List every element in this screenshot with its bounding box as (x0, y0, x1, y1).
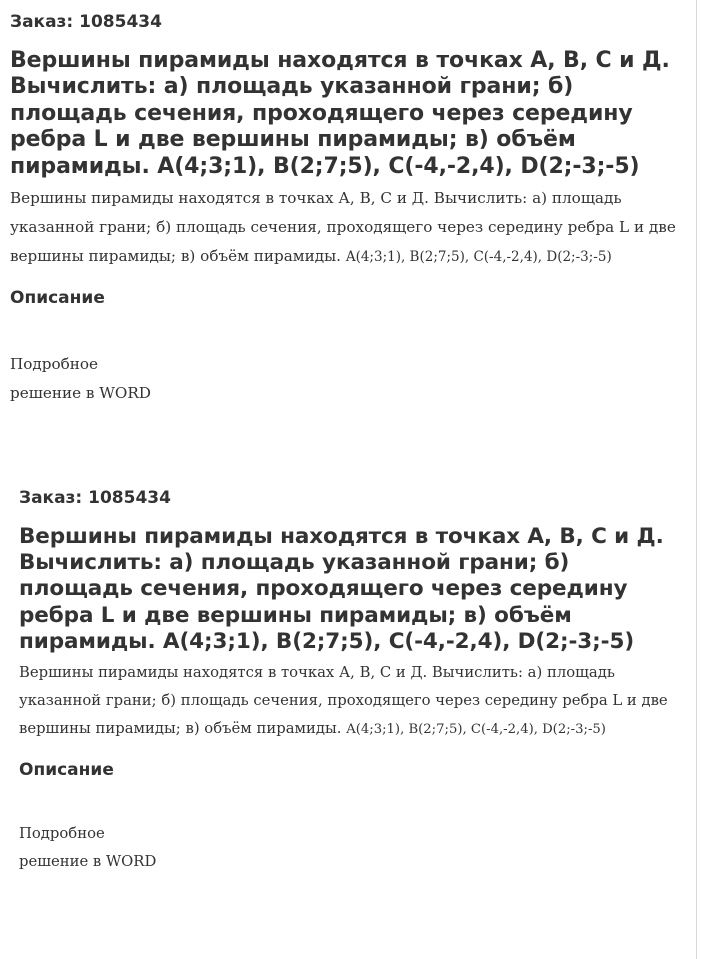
problem-title: Вершины пирамиды находятся в точках А, В, С и Д. Вычислить: а) площадь указанной грани; б) площадь сечения, проходящего через середину ребра L и две вершины пирамиды; в) объём пирамиды. A(4;3;1), B(2;7;5), C(-4,-2,4), D(2;-3;-5) (10, 48, 670, 179)
problem-text-coords: A(4;3;1), B(2;7;5), C(-4,-2,4), D(2;-3;-5) (346, 722, 606, 738)
page-edge-divider (696, 0, 697, 959)
description-heading: Описание (10, 288, 105, 309)
problem-text (10, 184, 680, 272)
order-number: Заказ: 1085434 (10, 12, 162, 32)
order-block-2 (19, 486, 684, 876)
description-detail-line1: Подробное (10, 355, 99, 374)
description-detail (10, 350, 680, 408)
description-detail-line1: Подробное (19, 825, 105, 843)
description-heading: Описание (19, 760, 114, 781)
problem-text-main: Вершины пирамиды находятся в точках А, В, С и Д. Вычислить: а) площадь указанной грани; б) площадь сечения, проходящего через середину ребра L и две вершины пирамиды; в) объём пирамиды. (10, 189, 676, 266)
problem-text-main: Вершины пирамиды находятся в точках А, В, С и Д. Вычислить: а) площадь указанной грани; б) площадь сечения, проходящего через середину ребра L и две вершины пирамиды; в) объём пирамиды. (19, 664, 668, 738)
problem-text (19, 659, 684, 744)
order-block-1 (10, 10, 680, 408)
description-detail-line2: решение в WORD (19, 853, 157, 871)
problem-title: Вершины пирамиды находятся в точках А, В, С и Д. Вычислить: а) площадь указанной грани; б) площадь сечения, проходящего через середину ребра L и две вершины пирамиды; в) объём пирамиды. A(4;3;1), B(2;7;5), C(-4,-2,4), D(2;-3;-5) (19, 524, 664, 654)
description-detail (19, 820, 684, 876)
problem-text-coords: A(4;3;1), B(2;7;5), C(-4,-2,4), D(2;-3;-5) (345, 249, 612, 266)
description-detail-line2: решение в WORD (10, 384, 151, 403)
order-number: Заказ: 1085434 (19, 488, 171, 508)
